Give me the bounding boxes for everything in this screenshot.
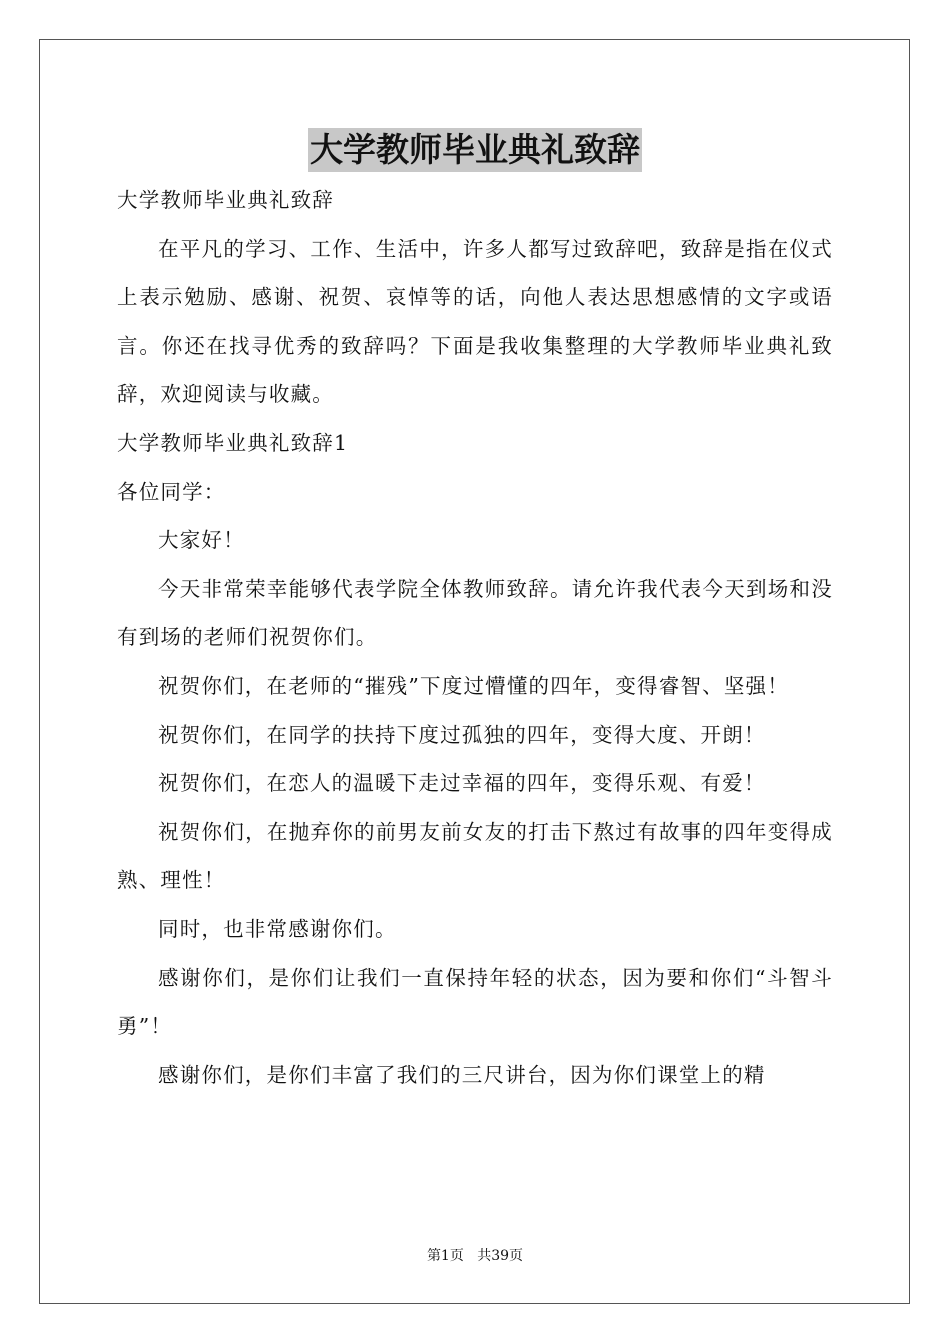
page-total: 共39页 xyxy=(477,1248,524,1264)
document-title: 大学教师毕业典礼致辞 xyxy=(308,128,642,172)
title-container xyxy=(0,128,950,172)
paragraph: 祝贺你们，在老师的“摧残”下度过懵懂的四年，变得睿智、坚强！ xyxy=(158,673,789,698)
page-number: 第1页 xyxy=(426,1248,464,1264)
paragraph: 各位同学： xyxy=(117,479,226,504)
paragraph: 同时，也非常感谢你们。 xyxy=(158,916,397,941)
paragraph: 祝贺你们，在同学的扶持下度过孤独的四年，变得大度、开朗！ xyxy=(158,722,766,747)
paragraph: 大家好！ xyxy=(158,528,245,553)
paragraph: 大学教师毕业典礼致辞1 xyxy=(117,430,349,455)
document-body xyxy=(117,176,833,1099)
paragraph: 今天非常荣幸能够代表学院全体教师致辞。请允许我代表今天到场和没有到场的老师们祝贺你们。 xyxy=(117,576,833,650)
paragraph: 感谢你们，是你们丰富了我们的三尺讲台，因为你们课堂上的精 xyxy=(158,1062,766,1087)
paragraph: 感谢你们，是你们让我们一直保持年轻的状态，因为要和你们“斗智斗勇”！ xyxy=(117,965,833,1039)
paragraph: 在平凡的学习、工作、生活中，许多人都写过致辞吧，致辞是指在仪式上表示勉励、感谢、祝贺、哀悼等的话，向他人表达思想感情的文字或语言。你还在找寻优秀的致辞吗？下面是我收集整理的大学教师毕业典礼致辞，欢迎阅读与收藏。 xyxy=(117,236,833,407)
paragraph: 祝贺你们，在抛弃你的前男友前女友的打击下熬过有故事的四年变得成熟、理性！ xyxy=(117,819,833,893)
page-footer xyxy=(0,1246,950,1266)
paragraph: 祝贺你们，在恋人的温暖下走过幸福的四年，变得乐观、有爱！ xyxy=(158,771,766,796)
paragraph: 大学教师毕业典礼致辞 xyxy=(117,188,334,212)
